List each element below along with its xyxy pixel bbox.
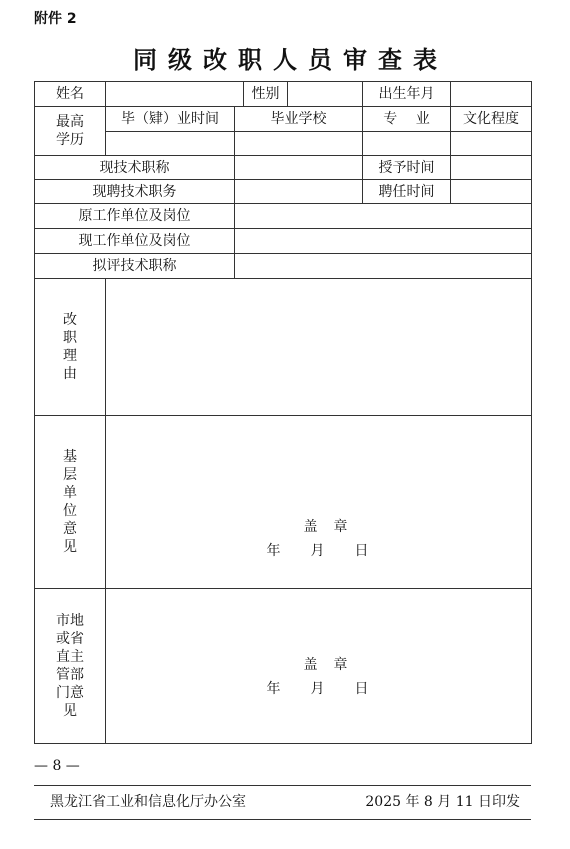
seal-text-1: 盖: [303, 519, 320, 535]
current-post-value[interactable]: [235, 180, 363, 204]
attachment-label: 附件 2: [34, 11, 77, 27]
original-unit-value[interactable]: [235, 204, 532, 229]
appoint-time-value[interactable]: [451, 180, 532, 204]
date-month: 月: [310, 543, 327, 559]
study-time-label: 毕（肄）业时间: [106, 107, 235, 132]
issue-date: 2025 年 8 月 11 日印发: [365, 794, 520, 810]
name-label: 姓名: [35, 82, 106, 107]
grassroots-opinion-label: 基层单位意见: [35, 416, 106, 589]
seal-text-2: 章: [333, 519, 350, 535]
highest-edu-label: 最高学历: [35, 107, 106, 156]
current-title-label: 现技术职称: [35, 156, 235, 180]
name-value[interactable]: [106, 82, 244, 107]
birth-label: 出生年月: [363, 82, 451, 107]
grant-time-label: 授予时间: [363, 156, 451, 180]
page-title: 同级改职人员审查表: [133, 45, 448, 74]
current-title-value[interactable]: [235, 156, 363, 180]
gender-value[interactable]: [288, 82, 363, 107]
major-label: 专 业: [363, 107, 451, 132]
school-value[interactable]: [235, 132, 363, 156]
authority-opinion-value[interactable]: [106, 589, 532, 744]
issuer-name: 黑龙江省工业和信息化厅办公室: [50, 794, 246, 810]
reason-label: 改职理由: [35, 279, 106, 416]
education-level-label: 文化程度: [451, 107, 532, 132]
reason-value[interactable]: [106, 279, 532, 416]
grassroots-opinion-value[interactable]: [106, 416, 532, 589]
footer-bottom-rule: [34, 819, 531, 820]
current-unit-value[interactable]: [235, 229, 532, 254]
review-form-table: [34, 81, 532, 744]
education-level-value[interactable]: [451, 132, 532, 156]
page-number: — 8 —: [34, 758, 80, 774]
authority-signature: [106, 589, 531, 701]
footer-top-rule: [34, 785, 531, 786]
gender-label: 性别: [244, 82, 288, 107]
date-year: 年: [266, 543, 283, 559]
date-day: 日: [354, 681, 371, 697]
date-day: 日: [354, 543, 371, 559]
proposed-title-value[interactable]: [235, 254, 532, 279]
grassroots-signature: [106, 416, 531, 563]
seal-text-1: 盖: [303, 657, 320, 673]
major-value[interactable]: [363, 132, 451, 156]
study-time-value[interactable]: [106, 132, 235, 156]
original-unit-label: 原工作单位及岗位: [35, 204, 235, 229]
current-post-label: 现聘技术职务: [35, 180, 235, 204]
birth-value[interactable]: [451, 82, 532, 107]
seal-text-2: 章: [333, 657, 350, 673]
appoint-time-label: 聘任时间: [363, 180, 451, 204]
date-month: 月: [310, 681, 327, 697]
date-year: 年: [266, 681, 283, 697]
current-unit-label: 现工作单位及岗位: [35, 229, 235, 254]
grant-time-value[interactable]: [451, 156, 532, 180]
authority-opinion-label: 市地或省直主管部门意见: [35, 589, 106, 744]
school-label: 毕业学校: [235, 107, 363, 132]
proposed-title-label: 拟评技术职称: [35, 254, 235, 279]
